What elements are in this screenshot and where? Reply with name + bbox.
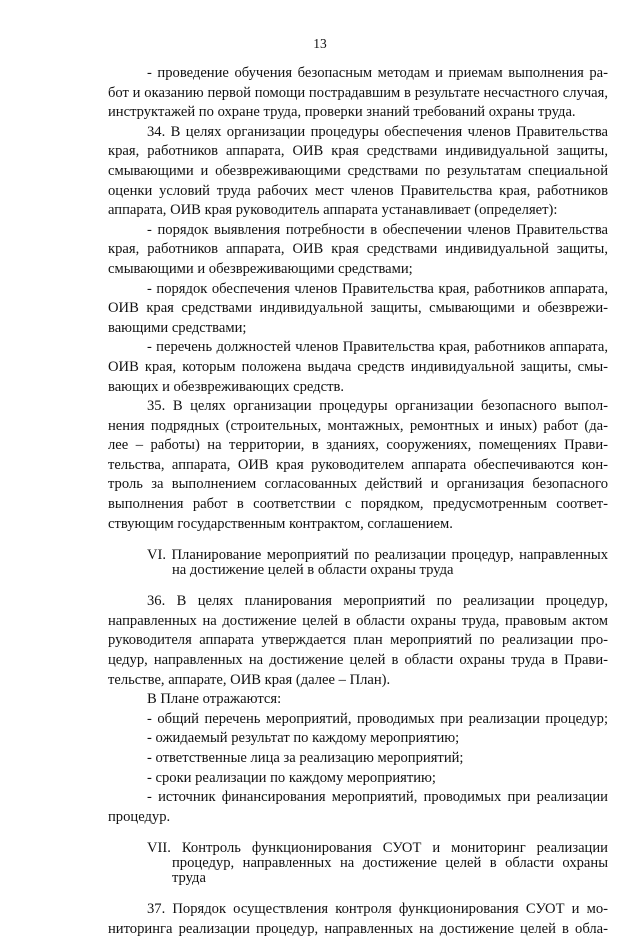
paragraph [108,900,608,939]
section-heading [108,548,608,578]
text-line: - сроки реализации по каждому мероприятию; [147,769,436,786]
text-line: лее – работы) на территории, в зданиях, сооружениях, помещениях Прави- [108,437,608,454]
text-line: ствующим государственным контрактом, соглашением. [108,515,453,532]
text-line: процедур. [108,808,171,825]
heading-line: процедур, направленных на достижение целей в области охраны [172,855,608,872]
section-heading [108,841,608,886]
heading-line: VI. Планирование мероприятий по реализации процедур, направленных [147,547,608,564]
text-line: края, работников аппарата, ОИВ края средствами индивидуальной защиты, [108,241,608,258]
text-line: - общий перечень мероприятий, проводимых при реализации процедур; [147,710,608,727]
document-body [108,64,608,940]
text-line: руководителя аппарата утверждается план мероприятий по реализации про- [108,632,608,649]
paragraph [108,64,608,123]
text-line: направленных на достижение целей в области охраны труда, правовым актом [108,612,608,629]
paragraph [108,221,608,280]
text-line: выполнения работ в соответствии с порядком, предусмотренным соответ- [108,496,608,513]
text-line: бот и оказанию первой помощи пострадавшим в результате несчастного случая, [108,84,608,101]
paragraph [108,123,608,221]
text-line: ОИВ края, которым положена выдача средств индивидуальной защиты, смы- [108,358,608,375]
paragraph [108,710,608,730]
text-line: троль за выполнением согласованных действий и организация безопасного [108,476,608,493]
paragraph [108,690,608,710]
text-line: ниторинга реализации процедур, направленных на достижение целей в обла- [108,920,608,937]
heading-line: VII. Контроль функционирования СУОТ и мониторинг реализации [147,840,608,857]
paragraph [108,749,608,769]
text-line: края, работников аппарата, ОИВ края средствами индивидуальной защиты, [108,143,608,160]
paragraph [108,788,608,827]
text-line: оценки условий труда рабочих мест членов Правительства края, работников [108,182,608,199]
section-gap [108,534,608,548]
text-line: нения подрядных (строительных, монтажных, ремонтных и иных) работ (да- [108,417,608,434]
section-gap [108,827,608,841]
text-line: 37. Порядок осуществления контроля функционирования СУОТ и мо- [147,901,608,918]
text-line: В Плане отражаются: [147,691,282,708]
text-line: вающих и обезвреживающих средств. [108,378,344,395]
text-line: смывающими и обезвреживающими средствами; [108,260,413,277]
paragraph [108,397,608,534]
text-line: тельства, аппарата, ОИВ края руководителем аппарата обеспечиваются кон- [108,456,608,473]
text-line: тельстве, аппарате, ОИВ края (далее – План). [108,671,391,688]
text-line: аппарата, ОИВ края руководитель аппарата устанавливает (определяет): [108,202,558,219]
text-line: вающими средствами; [108,319,247,336]
text-line: инструктажей по охране труда, проверки знаний требований охраны труда. [108,104,576,121]
page-number: 13 [313,36,327,51]
text-line: 36. В целях планирования мероприятий по реализации процедур, [147,593,608,610]
text-line: 34. В целях организации процедуры обеспечения членов Правительства [147,123,608,140]
text-line: - перечень должностей членов Правительства края, работников аппарата, [147,339,608,356]
text-line: смывающими и обезвреживающими средствами по результатам специальной [108,162,608,179]
section-gap [108,886,608,900]
text-line: - ответственные лица за реализацию мероприятий; [147,750,464,766]
text-line: - источник финансирования мероприятий, проводимых при реализации [147,789,608,806]
heading-line: труда [172,870,206,887]
paragraph [108,338,608,397]
heading-line: на достижение целей в области охраны труда [172,562,454,579]
text-line: - порядок обеспечения членов Правительства края, работников аппарата, [147,280,608,297]
paragraph [108,729,608,749]
text-line: - проведение обучения безопасным методам и приемам выполнения ра- [147,65,608,81]
section-gap [108,578,608,592]
paragraph [108,280,608,339]
text-line: - порядок выявления потребности в обеспечении членов Правительства [147,221,608,238]
text-line: 35. В целях организации процедуры организации безопасного выпол- [147,398,608,415]
text-line: - ожидаемый результат по каждому мероприятию; [147,730,460,747]
text-line: ОИВ края средствами индивидуальной защиты, смывающими и обезврежи- [108,300,608,317]
paragraph [108,769,608,789]
paragraph [108,592,608,690]
text-line: цедур, направленных на достижение целей в области охраны труда в Прави- [108,652,608,669]
